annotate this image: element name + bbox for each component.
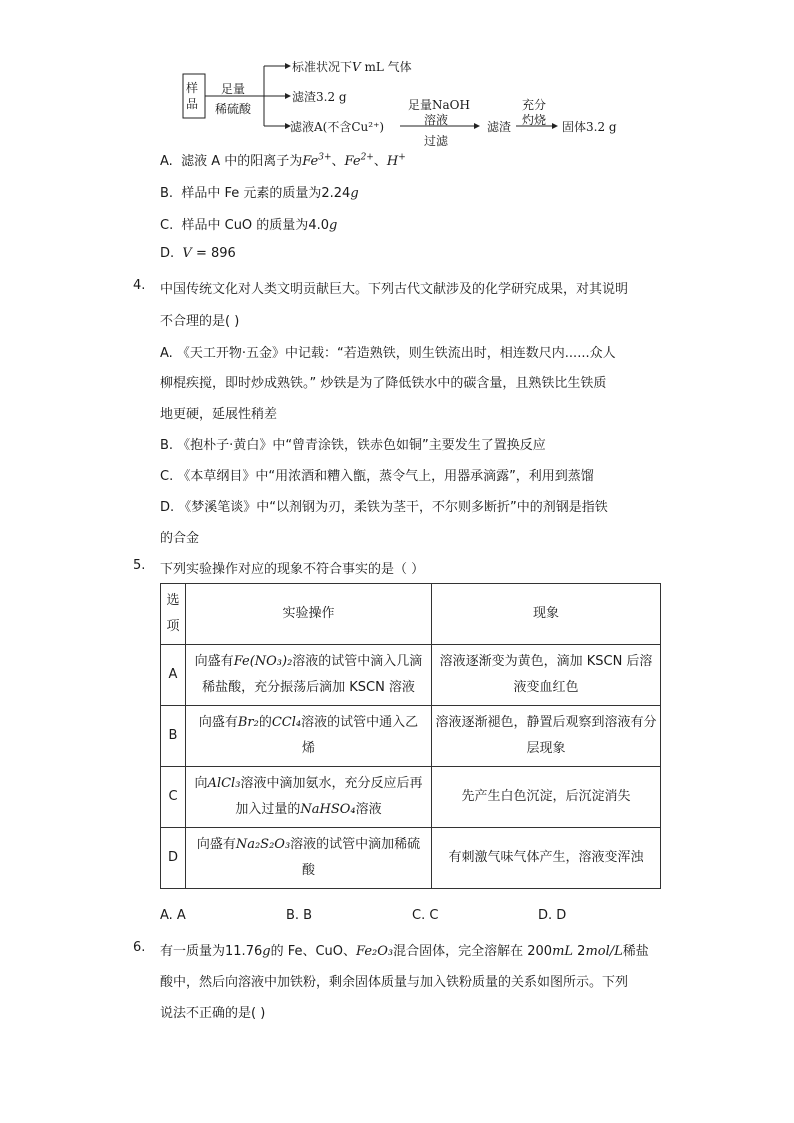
gas-prefix: 标准状况下 [292,60,353,74]
option-label: B. [160,186,174,201]
header-operation: 实验操作 [186,584,432,645]
step2-top: 充分 [522,98,547,112]
option-text: 样品中 CuO 的质量为 [181,218,309,233]
option-value: 2.24 [321,186,351,201]
q6-line1: 有一质量为11.76g的 Fe、CuO、Fe₂O₃混合固体，完全溶解在 200mL 2mol/L稀盐 [160,944,649,959]
step1-reagent: 足量NaOH [408,98,470,112]
row-operation: 向盛有Br₂的CCl₄溶液的试管中通入乙 烯 [186,706,432,767]
q4-option-d-line2: 的合金 [160,531,200,546]
q4-stem-line2: 不合理的是( ) [160,314,240,329]
formula: AlCl₃ [207,776,241,791]
q6-line3: 说法不正确的是( ) [160,1006,266,1021]
ion-fe3: $Fe^{3+}$ [302,152,332,169]
q3-option-c [160,214,337,233]
mass-value: 11.76 [225,944,263,959]
option-label: D. [160,246,175,261]
step1-filter: 过滤 [424,134,449,148]
formula: Na₂S₂O₃ [235,837,291,852]
table-header-row [161,584,661,645]
option-text: 滤液 A 中的阳离子为 [181,154,303,169]
q6-line2: 酸中，然后向溶液中加铁粉，剩余固体质量与加入铁粉质量的关系如图所示。下列 [160,975,629,990]
q5-answer-a: A. A [160,908,186,923]
step1-solution: 溶液 [424,113,449,127]
experiment-table [160,583,661,889]
header-option: 选 项 [161,584,186,645]
q3-option-a: A. 滤液 A 中的阳离子为$Fe^{3+}$、$Fe^{2+}$、H+ [160,152,406,169]
flowchart-lines [0,0,794,150]
q4-option-c: C. 《本草纲目》中“用浓酒和糟入甑，蒸令气上，用器承滴露”，利用到蒸馏 [160,469,594,484]
mid-product: 滤渣 [487,120,512,134]
ion-h: H+ [386,152,406,169]
q5-answer-b: B. B [286,908,313,923]
table-row [161,767,661,828]
q4-option-a-line1: A. 《天工开物·五金》中记载：“若造熟铁，则生铁流出时，相连数尺内......众人 [160,346,616,361]
q4-stem-line1: 中国传统文化对人类文明贡献巨大。下列古代文献涉及的化学研究成果，对其说明 [160,282,629,297]
branch-filtrate: 滤液A(不含Cu²⁺) [290,120,385,134]
q5-answer-d: D. D [538,908,567,923]
ion-fe2: $Fe^{2+}$ [344,152,374,169]
q5-number: 5. [133,558,146,573]
q5-answer-c: C. C [412,908,439,923]
q4-option-b: B. 《抱朴子·黄白》中“曾青涂铁，铁赤色如铜”主要发生了置换反应 [160,438,546,453]
q5-stem: 下列实验操作对应的现象不符合事实的是（ ） [160,562,425,577]
row-label: B [161,706,186,767]
table-row [161,706,661,767]
q3-option-b [160,182,359,201]
header-phenomenon: 现象 [432,584,661,645]
q4-number: 4. [133,278,146,293]
option-label: A. [160,154,173,169]
row-label: C [161,767,186,828]
row-phenomenon: 先产生白色沉淀，后沉淀消失 [432,767,661,828]
q4-option-a-line2: 柳棍疾搅，即时炒成熟铁。” 炒铁是为了降低铁水中的碳含量，且熟铁比生铁质 [160,376,607,391]
row-label: A [161,645,186,706]
formula: Fe₂O₃ [356,944,394,959]
row-label: D [161,828,186,889]
option-unit: g [350,186,359,201]
step2-bottom: 灼烧 [522,113,547,127]
gas-suffix: mL 气体 [360,60,412,74]
option-text: 样品中 Fe 元素的质量为 [181,186,322,201]
row-operation: 向盛有Fe(NO₃)₂溶液的试管中滴入几滴 稀盐酸，充分振荡后滴加 KSCN 溶液 [186,645,432,706]
row-phenomenon: 溶液逐渐变为黄色，滴加 KSCN 后溶 液变血红色 [432,645,661,706]
q3-option-d [160,246,236,261]
reagent-name: 稀硫酸 [215,102,252,116]
row-operation: 向盛有Na₂S₂O₃溶液的试管中滴加稀硫 酸 [186,828,432,889]
table-row [161,645,661,706]
option-value: = 896 [191,246,236,261]
option-label: C. [160,218,174,233]
formula: Fe(NO₃)₂ [233,654,293,669]
q4-option-a-line3: 地更硬，延展性稍差 [160,407,278,422]
table-row [161,828,661,889]
row-phenomenon: 有刺激气味气体产生，溶液变浑浊 [432,828,661,889]
gas-volume-var: V [352,60,361,74]
option-value: 4.0 [308,218,329,233]
option-unit: g [329,218,338,233]
formula: NaHSO₄ [300,802,356,817]
q4-option-d-line1: D. 《梦溪笔谈》中“以剂钢为刃，柔铁为茎干，不尔则多断折”中的剂钢是指铁 [160,500,608,515]
row-phenomenon: 溶液逐渐褪色，静置后观察到溶液有分 层现象 [432,706,661,767]
branch-gas [292,58,412,75]
final-product: 固体3.2 g [562,120,617,134]
formula: Br₂ [237,715,259,730]
row-operation: 向AlCl₃溶液中滴加氨水，充分反应后再 加入过量的NaHSO₄溶液 [186,767,432,828]
reagent-amount: 足量 [221,82,246,96]
sample-label: 样品 [186,81,199,111]
branch-residue: 滤渣3.2 g [292,90,347,104]
q6-number: 6. [133,940,146,955]
formula: CCl₄ [271,715,302,730]
volume-var: V [182,246,192,261]
